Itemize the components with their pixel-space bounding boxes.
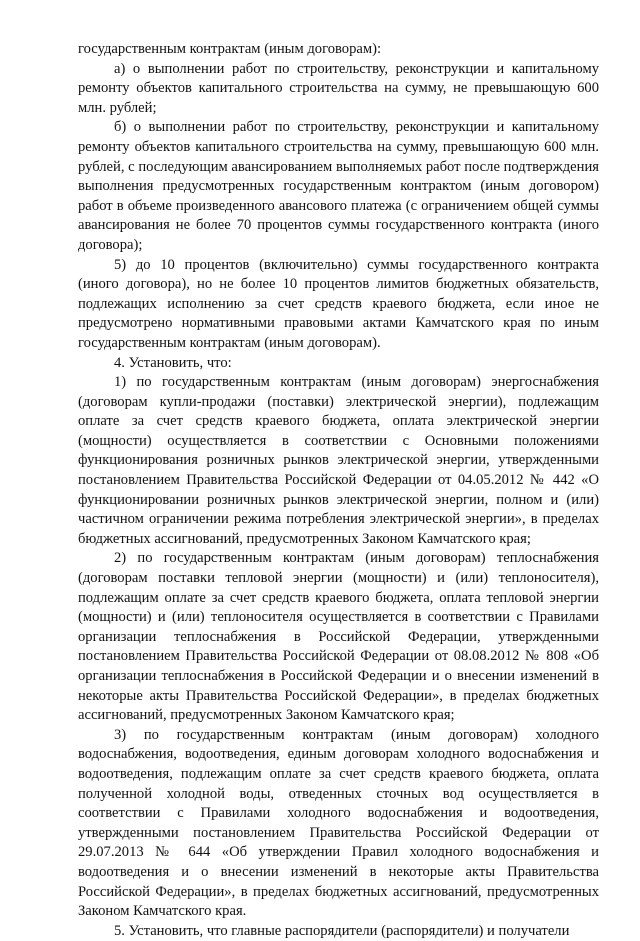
paragraph-item-5: 5) до 10 процентов (включительно) суммы государственного контракта (иного договора), но не более 10 процентов лимитов бюджетных обязательств, подлежащих исполнению за счет средств краевого бюджета, если иное не предусмотрено нормативными правовыми актами Камчатского края по иным государственным контрактам (иным договорам). <box>78 256 599 351</box>
paragraph-section-4-item-1: 1) по государственным контрактам (иным договорам) энергоснабжения (договорам купли-продажи (поставки) электрической энергии), подлежащим оплате за счет средств краевого бюджета, оплата электрической энергии (мощности) осуществляется в соответствии с Основными положениями функционирования розничных рынков электрической энергии, утвержденными постановлением Правительства Российской Федерации от 04.05.2012 № 442 «О функционировании розничных рынков электрической энергии, полном и (или) частичном ограничении режима потребления электрической энергии», в пределах бюджетных ассигнований, предусмотренных Законом Камчатского края; <box>78 374 599 547</box>
paragraph-intro: государственным контрактам (иным договорам): <box>78 41 382 57</box>
paragraph-section-5: 5. Установить, что главные распорядители (распорядители) и получатели <box>114 922 570 939</box>
paragraph-item-a: а) о выполнении работ по строительству, реконструкции и капитальному ремонту объектов капитального строительства на сумму, не превышающую 600 млн. рублей; <box>78 60 599 116</box>
paragraph-section-4: 4. Установить, что: <box>114 354 232 371</box>
paragraph-section-4-item-2: 2) по государственным контрактам (иным договорам) теплоснабжения (договорам поставки тепловой энергии (мощности) и (или) теплоносителя), подлежащим оплате за счет средств краевого бюджета, оплата тепловой энергии (мощности) и (или) теплоносителя осуществляется в соответствии с Правилами организации теплоснабжения в Российской Федерации, утвержденными постановлением Правительства Российской Федерации от 08.08.2012 № 808 «Об организации теплоснабжения в Российской Федерации и о внесении изменений в некоторые акты Правительства Российской Федерации», в пределах бюджетных ассигнований, предусмотренных Законом Камчатского края; <box>78 550 599 724</box>
document-page <box>78 40 599 941</box>
paragraph-section-4-item-3: 3) по государственным контрактам (иным договорам) холодного водоснабжения, водоотведения, единым договорам холодного водоснабжения и водоотведения, подлежащим оплате за счет средств краевого бюджета, оплата полученной холодной воды, отведенных сточных вод осуществляется в соответствии с Правилами холодного водоснабжения и водоотведения, утвержденными постановлением Правительства Российской Федерации от 29.07.2013 № 644 «Об утверждении Правил холодного водоснабжения и водоотведения и о внесении изменений в некоторые акты Правительства Российской Федерации», в пределах бюджетных ассигнований, предусмотренных Законом Камчатского края. <box>78 726 599 920</box>
paragraph-item-b: б) о выполнении работ по строительству, реконструкции и капитальному ремонту объектов капитального строительства на сумму, превышающую 600 млн. рублей, с последующим авансированием выполняемых работ после подтверждения выполнения предусмотренных государственным контрактом (иным договором) работ в объеме произведенного авансового платежа (с ограничением общей суммы авансирования не более 70 процентов суммы государственного контракта (иного договора); <box>78 119 599 253</box>
